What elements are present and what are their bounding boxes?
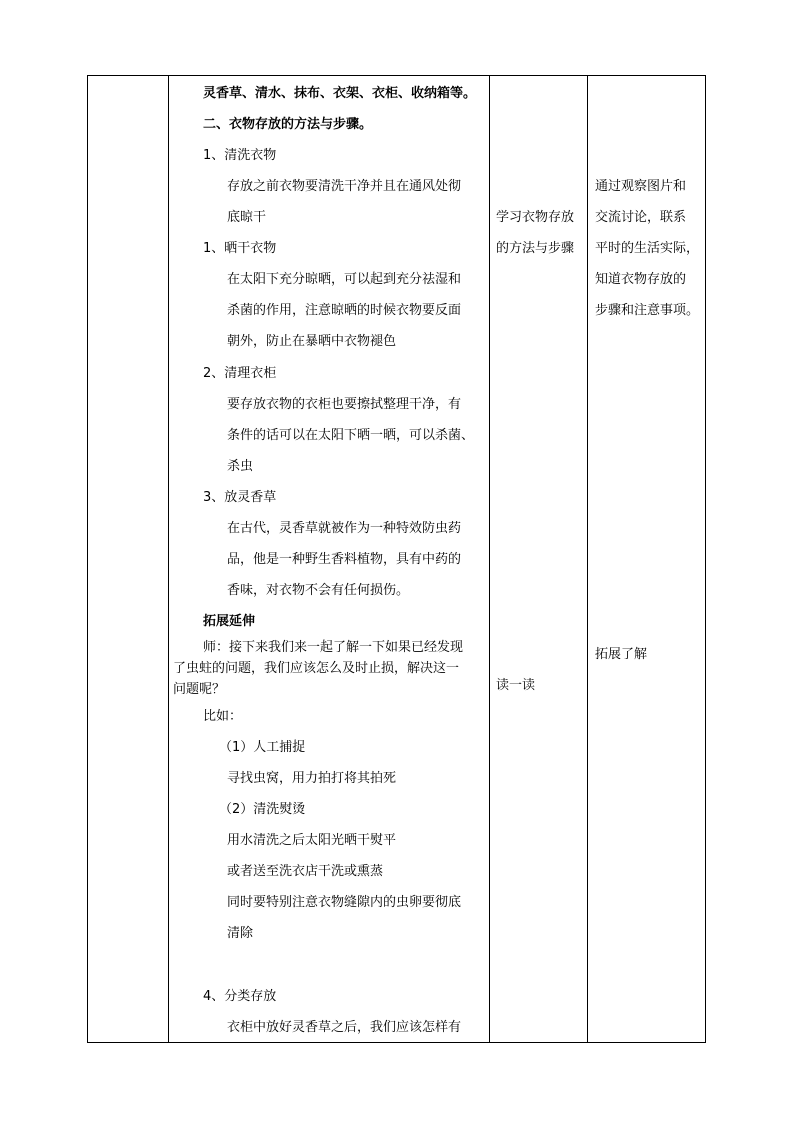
design-intent: 通过观察图片和 [595,179,687,194]
extension-heading: 拓展延伸 [203,614,256,629]
method-text: 寻找虫窝，用力拍打将其拍死 [227,771,397,786]
step-title: 1、清洗衣物 [203,148,277,163]
method-text: 或者送至洗衣店干洗或熏蒸 [227,864,384,879]
column-divider-2 [489,76,490,1042]
student-activity: 读一读 [496,678,536,693]
design-intent: 拓展了解 [595,647,648,662]
step-title: 4、分类存放 [203,989,277,1004]
section-heading: 二、衣物存放的方法与步骤。 [203,117,373,132]
method-title: （1）人工捕捉 [219,740,306,755]
step-title: 3、放灵香草 [203,490,277,505]
design-intent: 步骤和注意事项。 [595,303,700,318]
step-text: 底晾干 [227,210,267,225]
method-text: 用水清洗之后太阳光晒干熨平 [227,833,397,848]
teacher-text: 问题呢？ [173,682,226,697]
step-text: 在太阳下充分晾晒，可以起到充分祛湿和 [227,272,462,287]
teacher-text: 师：接下来我们来一起了解一下如果已经发现 [203,640,464,655]
teacher-text: 了虫蛀的问题，我们应该怎么及时止损，解决这一 [173,661,460,676]
step-text: 杀虫 [227,459,254,474]
step-text: 要存放衣物的衣柜也要擦拭整理干净，有 [227,397,462,412]
step-title: 1、晒干衣物 [203,241,277,256]
step-text: 杀菌的作用，注意晾晒的时候衣物要反面 [227,303,462,318]
step-text: 条件的话可以在太阳下晒一晒，可以杀菌、 [227,428,475,443]
column-divider-3 [587,76,588,1042]
design-intent: 知道衣物存放的 [595,272,687,287]
design-intent: 交流讨论，联系 [595,210,687,225]
step-text: 香味，对衣物不会有任何损伤。 [227,583,410,598]
example-label: 比如： [203,709,243,724]
step-text: 存放之前衣物要清洗干净并且在通风处彻 [227,179,462,194]
method-text: 清除 [227,926,254,941]
method-text: 同时要特别注意衣物缝隙内的虫卵要彻底 [227,895,462,910]
column-divider-1 [168,76,169,1042]
step-text: 在古代，灵香草就被作为一种特效防虫药 [227,521,462,536]
step-text: 品，他是一种野生香料植物，具有中药的 [227,552,462,567]
student-activity: 的方法与步骤 [496,241,575,256]
design-intent: 平时的生活实际， [595,241,700,256]
student-activity: 学习衣物存放 [496,210,575,225]
materials-list: 灵香草、清水、抹布、衣架、衣柜、收纳箱等。 [203,86,477,101]
step-text: 衣柜中放好灵香草之后，我们应该怎样有 [227,1020,462,1035]
step-text: 朝外，防止在暴晒中衣物褪色 [227,334,397,349]
method-title: （2）清洗熨烫 [219,802,306,817]
step-title: 2、清理衣柜 [203,366,277,381]
